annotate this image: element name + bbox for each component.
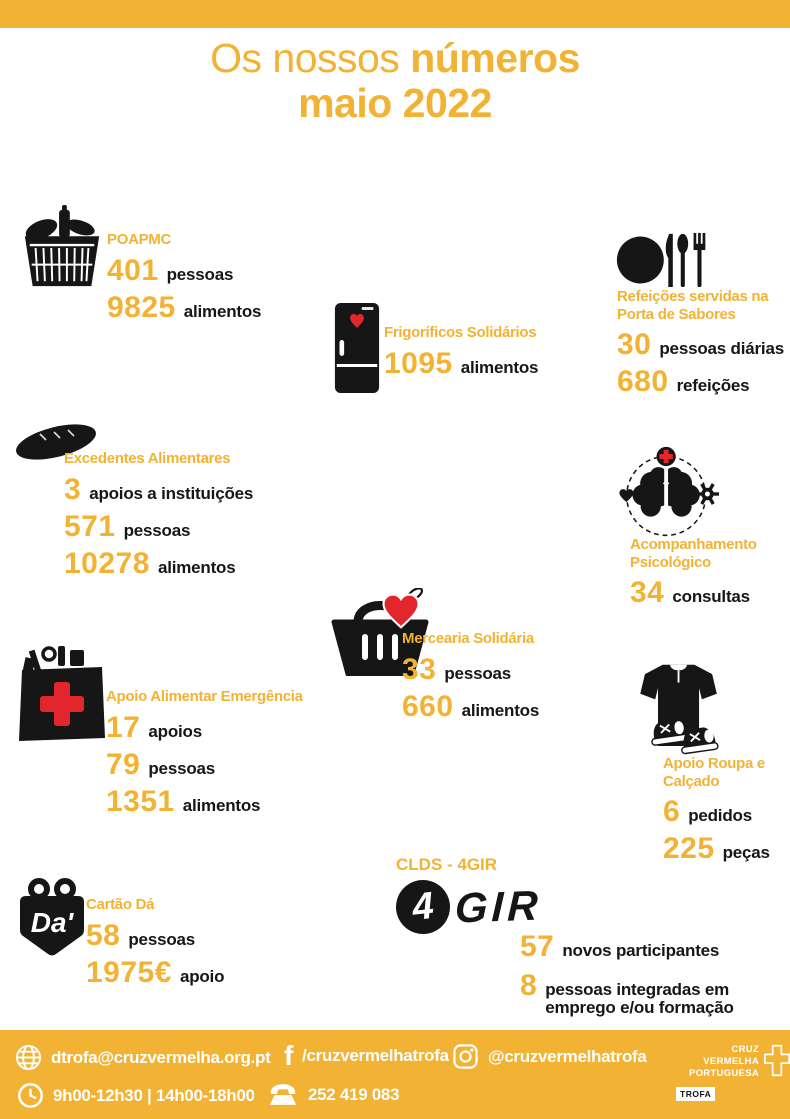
stat-row xyxy=(384,346,584,380)
stat-unit: pedidos xyxy=(688,806,752,826)
footer-facebook: f /cruzvermelhatrofa xyxy=(284,1040,449,1071)
section-label: Acompanhamento Psicológico xyxy=(630,536,757,571)
title-date: maio 2022 xyxy=(298,80,492,127)
stat-value: 58 xyxy=(86,918,121,952)
stat-value: 34 xyxy=(630,576,665,610)
title-prefix: Os nossos xyxy=(210,35,400,81)
stat-value: 571 xyxy=(64,509,116,543)
stat-unit: pessoas integradas em emprego e/ou formação xyxy=(545,980,734,1018)
brain-icon xyxy=(616,444,722,549)
globe-icon xyxy=(15,1044,42,1071)
stat-value: 1975€ xyxy=(86,955,172,989)
stat-value: 660 xyxy=(402,689,454,723)
stat-row xyxy=(402,689,602,723)
facebook-icon: f xyxy=(284,1040,294,1071)
section-label: Refeições servidas na Porta de Sabores xyxy=(617,288,769,323)
stat-unit: alimentos xyxy=(461,700,540,720)
stat-row xyxy=(64,546,314,580)
footer-email: dtrofa@cruzvermelha.org.pt xyxy=(15,1044,270,1071)
stat-unit: novos participantes xyxy=(562,941,720,960)
stat-value: 6 xyxy=(663,795,681,829)
section-psicologico xyxy=(630,536,790,608)
section-label: Excedentes Alimentares xyxy=(64,450,231,467)
stat-unit: alimentos xyxy=(157,557,236,577)
section-label: Cartão Dá xyxy=(86,896,155,913)
stat-unit: pessoas xyxy=(148,758,216,778)
footer-instagram: @cruzvermelhatrofa xyxy=(452,1043,647,1070)
stat-value: 10278 xyxy=(64,546,150,580)
stat-row xyxy=(86,955,286,989)
stat-unit: apoios xyxy=(148,721,202,741)
clock-icon xyxy=(17,1082,44,1109)
stat-unit: alimentos xyxy=(182,795,261,815)
stat-row xyxy=(630,578,790,608)
section-emergencia xyxy=(106,688,346,817)
stat-row xyxy=(106,710,346,744)
stat-row xyxy=(617,330,787,360)
trofa-badge: TROFA xyxy=(676,1087,715,1101)
section-poapmc xyxy=(107,231,337,323)
stat-row xyxy=(663,834,790,864)
stat-unit: alimentos xyxy=(183,301,262,321)
section-mercearia xyxy=(402,630,602,722)
stat-value: 401 xyxy=(107,253,159,287)
poster-title xyxy=(0,36,790,126)
instagram-icon xyxy=(452,1043,479,1070)
top-accent-bar xyxy=(0,0,790,28)
stat-unit: pessoas xyxy=(444,663,512,683)
stat-row xyxy=(64,472,314,506)
gift-card-text: Da' xyxy=(30,907,74,938)
stat-value: 8 xyxy=(520,969,538,1002)
stat-unit: pessoas xyxy=(128,929,196,949)
stat-unit: pessoas xyxy=(166,264,234,284)
stat-row xyxy=(106,784,346,818)
section-refeicoes xyxy=(617,288,787,397)
stat-row xyxy=(64,509,314,543)
stat-row xyxy=(402,652,602,686)
stat-value: 680 xyxy=(617,365,669,399)
footer-phone: 252 419 083 xyxy=(267,1082,399,1107)
emergency-bag-icon xyxy=(12,644,112,749)
stat-row xyxy=(520,971,788,1018)
section-label: Apoio Roupa e Calçado xyxy=(663,755,765,790)
section-cartao-da xyxy=(86,896,286,988)
stat-row xyxy=(106,747,346,781)
stat-value: 1095 xyxy=(384,346,453,380)
grocery-basket-icon xyxy=(18,204,106,297)
section-label-clds: CLDS - 4GIR xyxy=(396,855,498,874)
title-emphasis: números xyxy=(410,35,580,81)
stat-row xyxy=(520,932,788,962)
agir-gir-text: GIR xyxy=(454,881,543,932)
stat-row xyxy=(663,797,790,827)
stat-unit: peças xyxy=(722,843,770,863)
section-frigorificos xyxy=(384,324,584,379)
stat-row xyxy=(617,367,787,397)
stat-value: 30 xyxy=(617,328,652,362)
stat-value: 33 xyxy=(402,652,437,686)
clothing-icon xyxy=(625,662,733,765)
section-clds xyxy=(520,923,788,1018)
stat-unit: pessoas diárias xyxy=(659,339,784,359)
stat-value: 17 xyxy=(106,710,141,744)
stat-value: 3 xyxy=(64,472,82,506)
gift-card-icon xyxy=(12,878,92,967)
footer-bar xyxy=(0,1030,790,1119)
cruz-vermelha-logo: CRUZ VERMELHA PORTUGUESA TROFA xyxy=(676,1044,790,1102)
agir-4-icon: 4 xyxy=(393,877,452,936)
section-label: Frigoríficos Solidários xyxy=(384,324,537,341)
section-roupa xyxy=(663,755,790,864)
stat-unit: consultas xyxy=(672,587,750,607)
fridge-icon xyxy=(334,302,380,399)
stat-unit: alimentos xyxy=(460,357,539,377)
stat-row xyxy=(86,918,286,952)
stat-value: 1351 xyxy=(106,784,175,818)
stat-row xyxy=(107,253,337,287)
phone-icon xyxy=(267,1082,299,1107)
stat-unit: apoio xyxy=(179,966,225,986)
stat-row xyxy=(107,290,337,324)
stat-unit: pessoas xyxy=(123,520,191,540)
footer-hours: 9h00-12h30 | 14h00-18h00 xyxy=(17,1082,255,1109)
section-label: Mercearia Solidária xyxy=(402,630,534,647)
meal-icon xyxy=(616,230,708,295)
stat-value: 9825 xyxy=(107,290,176,324)
stat-value: 79 xyxy=(106,747,141,781)
stat-unit: refeições xyxy=(676,376,750,396)
section-excedentes xyxy=(64,450,314,579)
stat-unit: apoios a instituições xyxy=(89,483,254,503)
section-label: Apoio Alimentar Emergência xyxy=(106,688,303,705)
stat-value: 225 xyxy=(663,832,715,866)
section-label: POAPMC xyxy=(107,231,172,248)
red-cross-outline-icon xyxy=(764,1044,790,1077)
stat-value: 57 xyxy=(520,930,555,963)
